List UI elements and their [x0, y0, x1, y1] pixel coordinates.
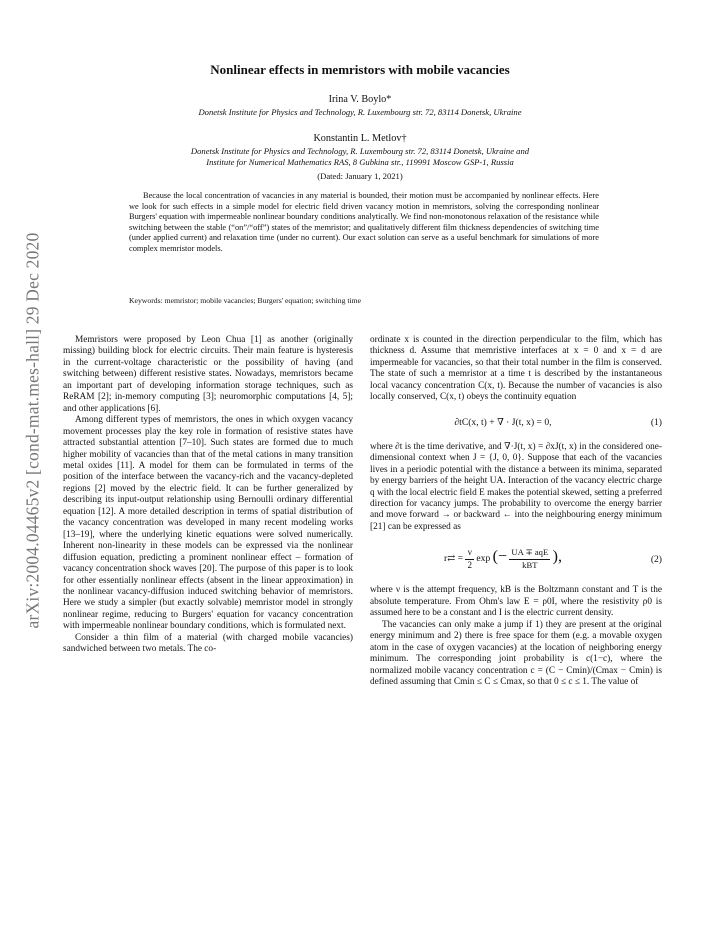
right-column — [370, 335, 662, 688]
paragraph: Among different types of memristors, the ones in which oxygen vacancy movement processes play the key role in formation of resistive states have attracted substantial attention [7–10]. Such states are formed due to much higher mobility of vacancies than that of the metal cations in many transition metal oxides [11]. A model for them can be formulated in terms of the position of the interface between the vacancy-rich and the vacancy-depleted regions [2] moved by the electric field. It can be further generalized by describing its input-output relationship using Bernoulli ordinary differential equation [12]. A more detailed description in terms of spatial distribution of the vacancy concentration was developed in many recent modeling works [13–19], where the underlying kinetic equations were solved numerically. Inherent non-linearity in these models can be expressed via the nonlinear diffusion equation, predicting a prominent nonlinear effect – formation of vacancy concentration shock waves [20]. The purpose of this paper is to look for other essentially nonlinear effects (absent in the linear approximation) in the nonlinear vacancy-diffusion induced switching behavior of memristors. Here we study a simpler (but exactly solvable) memristor model in strongly nonlinear regime, reducing to Burgers' equation for vacancy concentration with impermeable nonlinear boundary conditions, which is formulated next. — [63, 415, 353, 632]
arxiv-stamp — [18, 200, 48, 660]
arxiv-id: arXiv:2004.04465v2 [cond-mat.mes-hall] 29 Dec 2020 — [22, 232, 43, 628]
eq2-prefactor — [465, 547, 474, 571]
author-affiliation: Donetsk Institute for Physics and Technology, R. Luxembourg str. 72, 83114 Donetsk, Ukraine and — [190, 146, 530, 156]
eq2-frac-den: 2 — [467, 559, 472, 570]
eq2-lhs: r⇄ = — [444, 553, 466, 565]
eq2-exponent — [509, 547, 550, 571]
paragraph: The vacancies can only make a jump if 1) they are present at the original energy minimum and 2) there is free space for them (e.g. a movable oxygen atom in the case of oxygen vacancies) at the location of neighboring energy minimum. The corresponding joint probability is c(1−c), where the normalized mobile vacancy concentration c = (C − Cmin)/(Cmax − Cmin) is defined assuming that Cmin ≤ C ≤ Cmax, so that 0 ≤ c ≤ 1. The value of — [370, 619, 662, 687]
equation-number: (2) — [650, 553, 662, 565]
equation-body: ∂tC(x, t) + ∇ · J(t, x) = 0, — [454, 416, 552, 428]
paragraph: where ν is the attempt frequency, kB is the Boltzmann constant and T is the absolute temperature. From Ohm's law E = ρ0I, where the resistivity ρ0 is assumed here to be a constant and I is the electric current density. — [370, 585, 662, 619]
keywords: Keywords: memristor; mobile vacancies; Burgers' equation; switching time — [129, 296, 362, 305]
eq2-inner-num: UA ∓ aqE — [509, 547, 550, 559]
equation-body — [370, 547, 636, 571]
author-name: Irina V. Boylo* — [328, 94, 392, 105]
paragraph: Memristors were proposed by Leon Chua [1] as another (originally missing) building block for electric circuits. Their main feature is hysteresis in the current-voltage characteristic or the possibility of having (and switching between) different resistive states. Nowadays, memristors became an important part of developing information storage techniques, such as ReRAM [2]; in-memory computing [3]; neuromorphic computations [4, 5]; and other applications [6]. — [63, 335, 353, 414]
author-name: Konstantin L. Metlov† — [313, 133, 407, 144]
paragraph: ordinate x is counted in the direction perpendicular to the film, which has thickness d. Assume that memristive interfaces at x = 0 and x = d are impermeable for vacancies, so that their total number in the film is conserved. The state of such a memristor at a time t is described by the instantaneous local vacancy concentration C(x, t). Because the number of vacancies is also locally conserved, C(x, t) obeys the continuity equation — [370, 335, 662, 403]
author-affiliation: Donetsk Institute for Physics and Technology, R. Luxembourg str. 72, 83114 Donetsk, Ukraine — [198, 107, 522, 117]
abstract: Because the local concentration of vacancies in any material is bounded, their motion must be accompanied by nonlinear effects. Here we look for such effects in a simple model for electric field driven vacancy motion in memristors, solving the corresponding nonlinear Burgers' equation with impermeable nonlinear boundary conditions analytically. We find non-monotonous relaxation of the resistance while switching between the stable (“on”/“off”) states of the memristor; and qualitatively different film thickness dependencies of switching time (under applied current) and relaxation time (under no current). Our exact solution can serve as a useful benchmark for simulations of more complex memristor models. — [129, 191, 599, 253]
eq2-exp: exp — [476, 553, 491, 565]
eq2-paren-open: (− — [492, 548, 508, 566]
eq2-paren-close: ), — [552, 548, 562, 566]
left-column — [63, 335, 353, 656]
eq2-frac-num: ν — [465, 547, 474, 559]
eq2-inner-den: kBT — [522, 559, 538, 570]
date-line: (Dated: January 1, 2021) — [317, 171, 403, 181]
equation-1 — [370, 413, 662, 433]
equation-number: (1) — [650, 416, 662, 428]
paragraph: where ∂t is the time derivative, and ∇·J(t, x) = ∂xJ(t, x) in the considered one-dimensional context when J = {J, 0, 0}. Suppose that each of the vacancies lives in a periodic potential with the distance a between its minima, separated by energy barriers of the height UA. Interaction of the vacancy electric charge q with the local electric field E makes the potential skewed, setting a preferred direction for vacancy jumps. The probability to overcome the energy barrier and move forward → or backward ← into the neighbouring energy minimum [21] can be expressed as — [370, 441, 662, 532]
paragraph: Consider a thin film of a material (with charged mobile vacancies) sandwiched between two metals. The co- — [63, 632, 353, 655]
equation-2 — [370, 543, 662, 575]
paper-title: Nonlinear effects in memristors with mobile vacancies — [210, 62, 510, 77]
author-affiliation: Institute for Numerical Mathematics RAS, 8 Gubkina str., 119991 Moscow GSP-1, Russia — [206, 157, 514, 167]
